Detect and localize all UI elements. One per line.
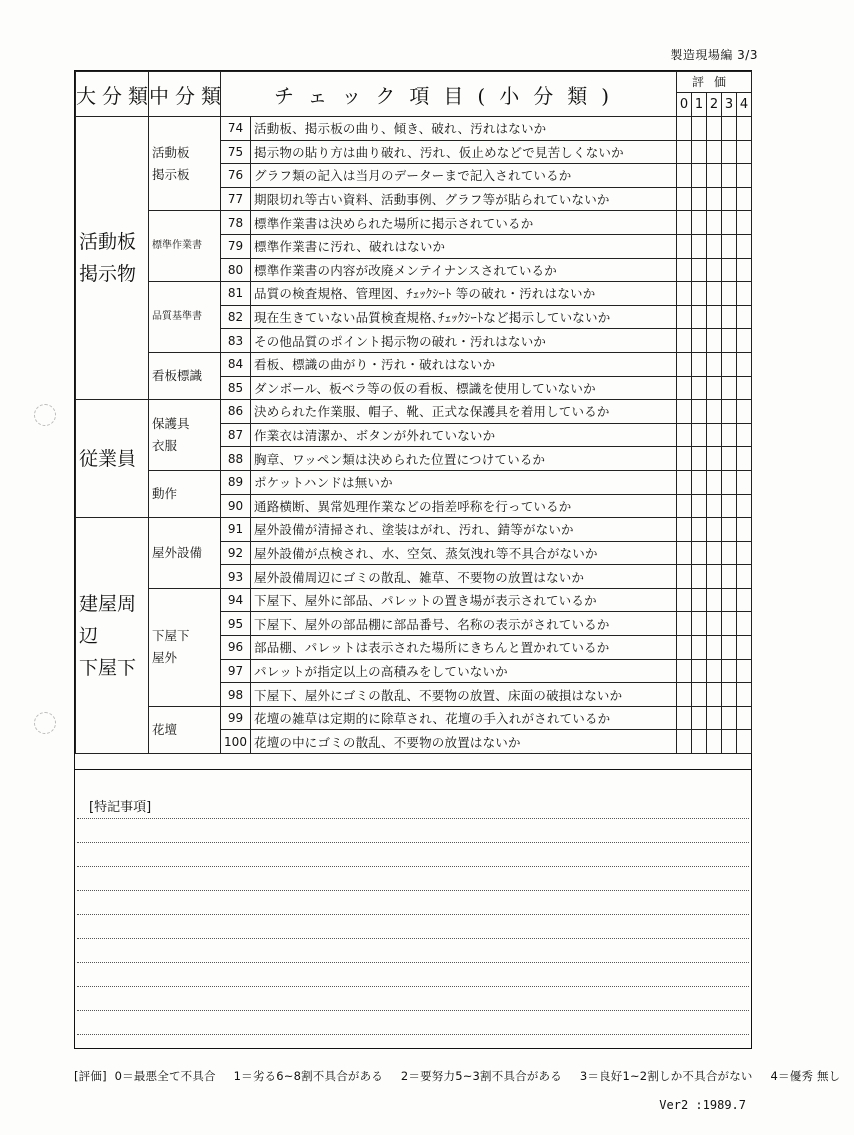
evaluation-cell-0[interactable] — [677, 423, 692, 447]
table-row — [76, 400, 752, 424]
header-check-item: チェック項目(小分類) — [221, 72, 677, 117]
legend-item: 4＝優秀 無し — [770, 1069, 841, 1083]
item-text: 下屋下、屋外の部品棚に部品番号、名称の表示がされているか — [251, 612, 677, 636]
item-number: 74 — [221, 117, 251, 141]
score-4: 4 — [739, 97, 749, 112]
item-number: 89 — [221, 470, 251, 494]
evaluation-cell-3[interactable] — [722, 305, 737, 329]
evaluation-cell-2[interactable] — [707, 683, 722, 707]
evaluation-cell-1[interactable] — [692, 730, 707, 754]
evaluation-cell-2[interactable] — [707, 518, 722, 542]
evaluation-cell-0[interactable] — [677, 470, 692, 494]
evaluation-cell-1[interactable] — [692, 140, 707, 164]
evaluation-cell-2[interactable] — [707, 447, 722, 471]
evaluation-cell-4[interactable] — [737, 730, 752, 754]
item-number: 83 — [221, 329, 251, 353]
evaluation-cell-0[interactable] — [677, 541, 692, 565]
item-text: ダンボール、板ベラ等の仮の看板、標識を使用していないか — [251, 376, 677, 400]
evaluation-cell-2[interactable] — [707, 612, 722, 636]
evaluation-cell-3[interactable] — [722, 423, 737, 447]
evaluation-cell-3[interactable] — [722, 659, 737, 683]
evaluation-cell-0[interactable] — [677, 305, 692, 329]
page-title: 製造現場編 3/3 — [670, 48, 758, 62]
evaluation-cell-3[interactable] — [722, 140, 737, 164]
evaluation-cell-3[interactable] — [722, 400, 737, 424]
item-number: 78 — [221, 211, 251, 235]
evaluation-cell-0[interactable] — [677, 400, 692, 424]
evaluation-cell-2[interactable] — [707, 305, 722, 329]
evaluation-cell-4[interactable] — [737, 659, 752, 683]
evaluation-cell-4[interactable] — [737, 234, 752, 258]
evaluation-cell-0[interactable] — [677, 234, 692, 258]
major-category-cell: 建屋周辺 下屋下 — [76, 518, 149, 754]
evaluation-cell-4[interactable] — [737, 211, 752, 235]
evaluation-cell-2[interactable] — [707, 211, 722, 235]
evaluation-cell-2[interactable] — [707, 659, 722, 683]
evaluation-cell-0[interactable] — [677, 117, 692, 141]
evaluation-cell-1[interactable] — [692, 352, 707, 376]
item-text: 下屋下、屋外に部品、パレットの置き場が表示されているか — [251, 588, 677, 612]
evaluation-cell-4[interactable] — [737, 612, 752, 636]
evaluation-cell-3[interactable] — [722, 730, 737, 754]
evaluation-cell-2[interactable] — [707, 329, 722, 353]
item-number: 95 — [221, 612, 251, 636]
item-text: 下屋下、屋外にゴミの散乱、不要物の放置、床面の破損はないか — [251, 683, 677, 707]
major-category-cell: 従業員 — [76, 400, 149, 518]
item-text: 現在生きていない品質検査規格､ﾁｪｯｸｼｰﾄなど掲示していないか — [251, 305, 677, 329]
evaluation-cell-0[interactable] — [677, 376, 692, 400]
evaluation-cell-2[interactable] — [707, 494, 722, 518]
notes-writing-line[interactable] — [77, 1034, 749, 1035]
notes-writing-line[interactable] — [77, 1010, 749, 1011]
table-row — [76, 470, 752, 494]
evaluation-cell-3[interactable] — [722, 211, 737, 235]
middle-category-cell: 品質基準書 — [149, 282, 221, 353]
middle-category-cell: 看板標識 — [149, 352, 221, 399]
evaluation-cell-0[interactable] — [677, 140, 692, 164]
table-row — [76, 352, 752, 376]
evaluation-cell-0[interactable] — [677, 258, 692, 282]
middle-category-cell: 動作 — [149, 470, 221, 517]
evaluation-cell-3[interactable] — [722, 683, 737, 707]
evaluation-cell-2[interactable] — [707, 423, 722, 447]
item-number: 75 — [221, 140, 251, 164]
notes-writing-line[interactable] — [77, 962, 749, 963]
item-text: 掲示物の貼り方は曲り破れ、汚れ、仮止めなどで見苦しくないか — [251, 140, 677, 164]
item-number: 81 — [221, 282, 251, 306]
notes-writing-line[interactable] — [77, 986, 749, 987]
item-text: 作業衣は清潔か、ボタンが外れていないか — [251, 423, 677, 447]
evaluation-cell-2[interactable] — [707, 730, 722, 754]
evaluation-cell-2[interactable] — [707, 376, 722, 400]
evaluation-cell-1[interactable] — [692, 305, 707, 329]
evaluation-cell-1[interactable] — [692, 447, 707, 471]
item-text: その他品質のポイント掲示物の破れ・汚れはないか — [251, 329, 677, 353]
evaluation-cell-1[interactable] — [692, 588, 707, 612]
evaluation-cell-0[interactable] — [677, 683, 692, 707]
evaluation-cell-2[interactable] — [707, 117, 722, 141]
evaluation-cell-4[interactable] — [737, 541, 752, 565]
item-text: 品質の検査規格、管理図、ﾁｪｯｸｼｰﾄ 等の破れ・汚れはないか — [251, 282, 677, 306]
evaluation-cell-4[interactable] — [737, 683, 752, 707]
legend-item: 1＝劣る6~8割不具合がある — [233, 1069, 384, 1083]
evaluation-cell-0[interactable] — [677, 730, 692, 754]
notes-writing-line[interactable] — [77, 842, 749, 843]
evaluation-cell-2[interactable] — [707, 706, 722, 730]
item-number: 90 — [221, 494, 251, 518]
evaluation-cell-4[interactable] — [737, 164, 752, 188]
version-label: Ver2 :1989.7 — [659, 1098, 746, 1112]
evaluation-cell-0[interactable] — [677, 706, 692, 730]
item-text: 期限切れ等古い資料、活動事例、グラフ等が貼られていないか — [251, 187, 677, 211]
evaluation-cell-0[interactable] — [677, 565, 692, 589]
evaluation-cell-0[interactable] — [677, 352, 692, 376]
evaluation-cell-2[interactable] — [707, 588, 722, 612]
evaluation-cell-1[interactable] — [692, 187, 707, 211]
evaluation-cell-1[interactable] — [692, 518, 707, 542]
item-number: 87 — [221, 423, 251, 447]
item-text: 看板、標識の曲がり・汚れ・破れはないか — [251, 352, 677, 376]
evaluation-cell-3[interactable] — [722, 447, 737, 471]
evaluation-cell-1[interactable] — [692, 329, 707, 353]
evaluation-cell-3[interactable] — [722, 494, 737, 518]
item-number: 94 — [221, 588, 251, 612]
major-category-cell: 活動板 掲示物 — [76, 117, 149, 400]
score-3: 3 — [722, 93, 737, 116]
evaluation-cell-1[interactable] — [692, 400, 707, 424]
evaluation-cell-4[interactable] — [737, 518, 752, 542]
table-row — [76, 117, 752, 141]
evaluation-cell-4[interactable] — [737, 494, 752, 518]
special-notes-area — [75, 769, 751, 1048]
item-number: 76 — [221, 164, 251, 188]
evaluation-title: 評価 — [677, 72, 751, 93]
evaluation-legend — [74, 1068, 854, 1084]
evaluation-cell-3[interactable] — [722, 470, 737, 494]
evaluation-scores — [677, 93, 751, 116]
evaluation-cell-4[interactable] — [737, 706, 752, 730]
evaluation-cell-0[interactable] — [677, 636, 692, 660]
evaluation-cell-4[interactable] — [737, 258, 752, 282]
evaluation-cell-1[interactable] — [692, 565, 707, 589]
evaluation-cell-4[interactable] — [737, 329, 752, 353]
evaluation-cell-1[interactable] — [692, 234, 707, 258]
notes-writing-line[interactable] — [77, 938, 749, 939]
middle-category-cell: 保護具 衣服 — [149, 400, 221, 471]
item-text: 活動板、掲示板の曲り、傾き、破れ、汚れはないか — [251, 117, 677, 141]
item-text: 花壇の中にゴミの散乱、不要物の放置はないか — [251, 730, 677, 754]
punch-hole-mark — [34, 404, 56, 426]
evaluation-cell-2[interactable] — [707, 541, 722, 565]
evaluation-cell-1[interactable] — [692, 117, 707, 141]
item-number: 91 — [221, 518, 251, 542]
item-number: 93 — [221, 565, 251, 589]
evaluation-cell-4[interactable] — [737, 423, 752, 447]
evaluation-cell-4[interactable] — [737, 470, 752, 494]
table-row — [76, 706, 752, 730]
evaluation-cell-3[interactable] — [722, 612, 737, 636]
evaluation-cell-3[interactable] — [722, 329, 737, 353]
item-text: 屋外設備が点検され、水、空気、蒸気洩れ等不具合がないか — [251, 541, 677, 565]
item-text: 花壇の雑草は定期的に除草され、花壇の手入れがされているか — [251, 706, 677, 730]
score-2: 2 — [707, 93, 722, 116]
evaluation-cell-4[interactable] — [737, 376, 752, 400]
item-text: 標準作業書は決められた場所に掲示されているか — [251, 211, 677, 235]
evaluation-cell-3[interactable] — [722, 565, 737, 589]
middle-category-cell: 花壇 — [149, 706, 221, 753]
notes-writing-line[interactable] — [77, 890, 749, 891]
evaluation-cell-3[interactable] — [722, 518, 737, 542]
middle-category-cell: 下屋下 屋外 — [149, 588, 221, 706]
evaluation-cell-1[interactable] — [692, 659, 707, 683]
item-text: 決められた作業服、帽子、靴、正式な保護具を着用しているか — [251, 400, 677, 424]
legend-item: 2＝要努力5~3割不具合がある — [400, 1069, 562, 1083]
checklist-table — [75, 71, 752, 754]
item-text: 屋外設備周辺にゴミの散乱、雑草、不要物の放置はないか — [251, 565, 677, 589]
score-1: 1 — [692, 93, 707, 116]
evaluation-cell-1[interactable] — [692, 376, 707, 400]
item-text: 標準作業書に汚れ、破れはないか — [251, 234, 677, 258]
evaluation-cell-1[interactable] — [692, 683, 707, 707]
evaluation-cell-4[interactable] — [737, 282, 752, 306]
evaluation-cell-1[interactable] — [692, 612, 707, 636]
evaluation-cell-0[interactable] — [677, 447, 692, 471]
table-row — [76, 282, 752, 306]
evaluation-cell-2[interactable] — [707, 352, 722, 376]
score-0: 0 — [677, 93, 692, 116]
item-number: 97 — [221, 659, 251, 683]
table-row — [76, 211, 752, 235]
evaluation-cell-3[interactable] — [722, 352, 737, 376]
legend-item: 3＝良好1~2割しか不具合がない — [579, 1069, 753, 1083]
evaluation-cell-3[interactable] — [722, 706, 737, 730]
evaluation-cell-1[interactable] — [692, 706, 707, 730]
item-number: 86 — [221, 400, 251, 424]
evaluation-cell-1[interactable] — [692, 494, 707, 518]
item-text: 標準作業書の内容が改廃メンテイナンスされているか — [251, 258, 677, 282]
evaluation-cell-4[interactable] — [737, 400, 752, 424]
evaluation-cell-0[interactable] — [677, 282, 692, 306]
evaluation-cell-0[interactable] — [677, 659, 692, 683]
middle-category-cell: 標準作業書 — [149, 211, 221, 282]
evaluation-cell-2[interactable] — [707, 258, 722, 282]
item-text: パレットが指定以上の高積みをしていないか — [251, 659, 677, 683]
item-text: 通路横断、異常処理作業などの指差呼称を行っているか — [251, 494, 677, 518]
evaluation-cell-0[interactable] — [677, 518, 692, 542]
evaluation-cell-3[interactable] — [722, 164, 737, 188]
evaluation-cell-4[interactable] — [737, 352, 752, 376]
evaluation-cell-3[interactable] — [722, 282, 737, 306]
evaluation-cell-1[interactable] — [692, 164, 707, 188]
evaluation-cell-2[interactable] — [707, 565, 722, 589]
item-text: ポケットハンドは無いか — [251, 470, 677, 494]
evaluation-cell-0[interactable] — [677, 164, 692, 188]
special-notes-label: [特記事項] — [89, 800, 152, 815]
punch-hole-mark — [34, 712, 56, 734]
evaluation-cell-0[interactable] — [677, 329, 692, 353]
evaluation-cell-0[interactable] — [677, 187, 692, 211]
evaluation-cell-2[interactable] — [707, 187, 722, 211]
middle-category-cell: 活動板 掲示板 — [149, 117, 221, 211]
evaluation-cell-4[interactable] — [737, 305, 752, 329]
middle-category-cell: 屋外設備 — [149, 518, 221, 589]
legend-prefix: [評価] — [74, 1069, 107, 1083]
evaluation-cell-2[interactable] — [707, 234, 722, 258]
evaluation-cell-1[interactable] — [692, 423, 707, 447]
item-text: 部品棚、パレットは表示された場所にきちんと置かれているか — [251, 636, 677, 660]
evaluation-cell-3[interactable] — [722, 636, 737, 660]
evaluation-cell-4[interactable] — [737, 588, 752, 612]
item-number: 77 — [221, 187, 251, 211]
item-text: グラフ類の記入は当月のデーターまで記入されているか — [251, 164, 677, 188]
table-row — [76, 588, 752, 612]
evaluation-cell-4[interactable] — [737, 117, 752, 141]
evaluation-cell-2[interactable] — [707, 470, 722, 494]
evaluation-cell-1[interactable] — [692, 211, 707, 235]
header-evaluation — [677, 72, 752, 117]
item-text: 屋外設備が清掃され、塗装はがれ、汚れ、錆等がないか — [251, 518, 677, 542]
table-row — [76, 518, 752, 542]
item-text: 胸章、ワッペン類は決められた位置につけているか — [251, 447, 677, 471]
evaluation-cell-2[interactable] — [707, 164, 722, 188]
evaluation-cell-4[interactable] — [737, 447, 752, 471]
evaluation-cell-3[interactable] — [722, 376, 737, 400]
item-number: 84 — [221, 352, 251, 376]
item-number: 82 — [221, 305, 251, 329]
evaluation-cell-2[interactable] — [707, 636, 722, 660]
notes-writing-line[interactable] — [77, 914, 749, 915]
item-number: 80 — [221, 258, 251, 282]
evaluation-cell-2[interactable] — [707, 400, 722, 424]
evaluation-cell-4[interactable] — [737, 140, 752, 164]
item-number: 79 — [221, 234, 251, 258]
evaluation-cell-3[interactable] — [722, 588, 737, 612]
evaluation-cell-1[interactable] — [692, 636, 707, 660]
evaluation-cell-0[interactable] — [677, 588, 692, 612]
evaluation-cell-1[interactable] — [692, 282, 707, 306]
evaluation-cell-0[interactable] — [677, 494, 692, 518]
checklist-sheet — [74, 70, 752, 1049]
evaluation-cell-3[interactable] — [722, 234, 737, 258]
evaluation-cell-2[interactable] — [707, 140, 722, 164]
evaluation-cell-0[interactable] — [677, 211, 692, 235]
item-number: 92 — [221, 541, 251, 565]
evaluation-cell-2[interactable] — [707, 282, 722, 306]
header-major-category: 大分類 — [76, 72, 149, 117]
header-middle-category: 中分類 — [149, 72, 221, 117]
evaluation-cell-1[interactable] — [692, 258, 707, 282]
evaluation-cell-4[interactable] — [737, 565, 752, 589]
item-number: 99 — [221, 706, 251, 730]
evaluation-cell-3[interactable] — [722, 117, 737, 141]
evaluation-cell-3[interactable] — [722, 187, 737, 211]
legend-item: 0＝最悪全て不具合 — [114, 1069, 216, 1083]
item-number: 100 — [221, 730, 251, 754]
item-number: 96 — [221, 636, 251, 660]
evaluation-cell-3[interactable] — [722, 258, 737, 282]
evaluation-cell-4[interactable] — [737, 187, 752, 211]
notes-writing-line[interactable] — [77, 866, 749, 867]
notes-writing-line[interactable] — [77, 818, 749, 819]
evaluation-cell-1[interactable] — [692, 541, 707, 565]
evaluation-cell-4[interactable] — [737, 636, 752, 660]
evaluation-cell-1[interactable] — [692, 470, 707, 494]
item-number: 88 — [221, 447, 251, 471]
evaluation-cell-0[interactable] — [677, 612, 692, 636]
item-number: 85 — [221, 376, 251, 400]
item-number: 98 — [221, 683, 251, 707]
evaluation-cell-3[interactable] — [722, 541, 737, 565]
